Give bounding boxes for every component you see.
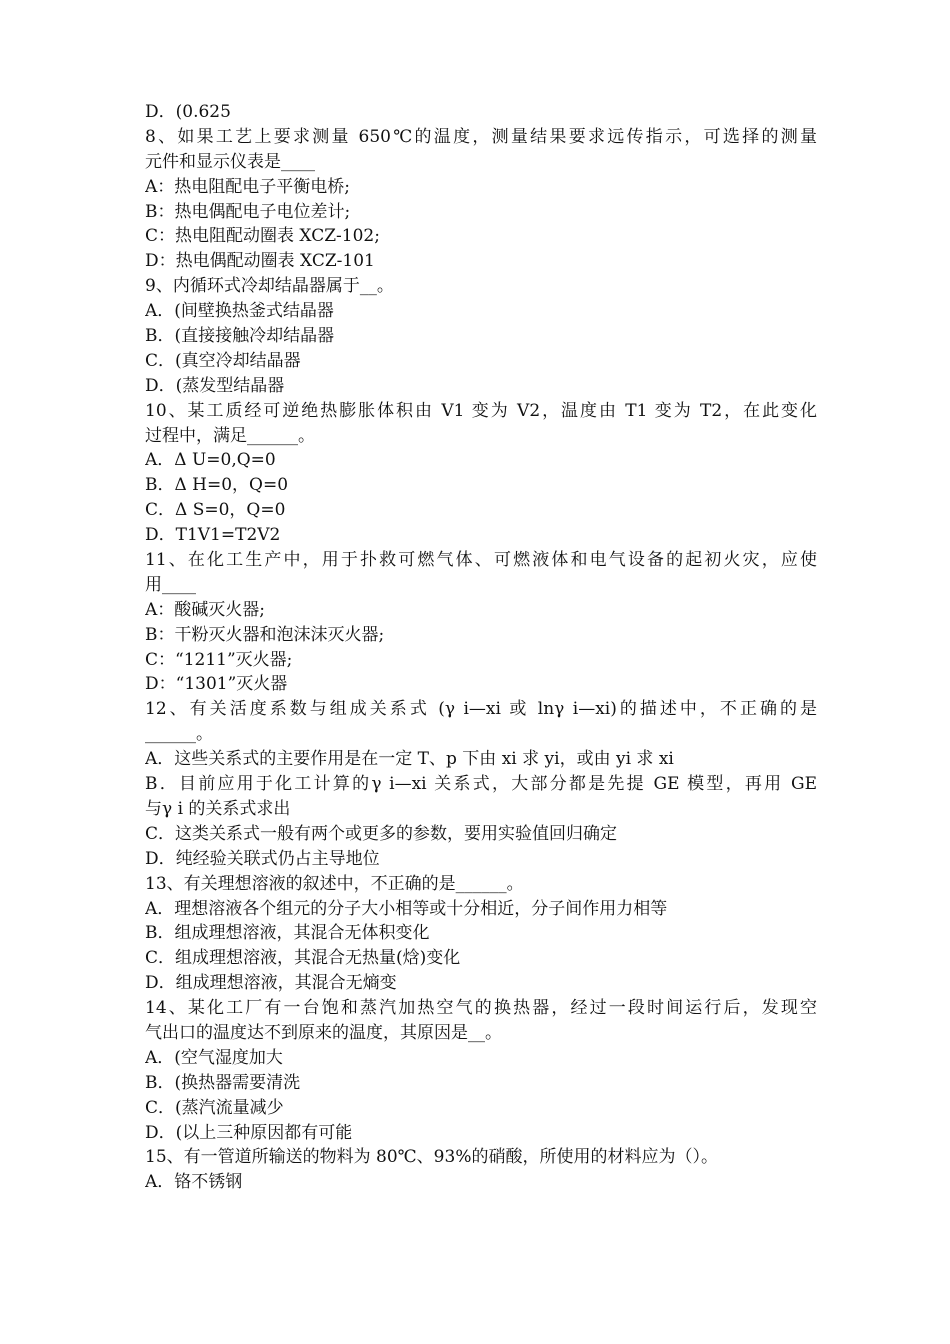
text-line: A．(间壁换热釜式结晶器 xyxy=(145,301,334,322)
text-line: A．(空气湿度加大 xyxy=(145,1047,283,1068)
text-line: A：酸碱灭火器; xyxy=(145,599,266,620)
text-line: B：热电偶配电子电位差计; xyxy=(145,201,351,222)
text-line: C：热电阻配动圈表 XCZ-102; xyxy=(145,226,380,247)
text-line: B：干粉灭火器和泡沫沫灭火器; xyxy=(145,624,385,645)
text-line: 13、有关理想溶液的叙述中，不正确的是______。 xyxy=(145,873,524,894)
text-line: C．组成理想溶液，其混合无热量(焓)变化 xyxy=(145,948,461,969)
text-line: C：“1211”灭火器; xyxy=(145,649,293,670)
text-line: C．(真空冷却结晶器 xyxy=(145,350,301,371)
text-line: B．(换热器需要清洗 xyxy=(145,1072,301,1093)
text-line: B．Δ H=0，Q=0 xyxy=(145,475,289,496)
text-line: D．纯经验关联式仍占主导地位 xyxy=(145,848,380,869)
document-text xyxy=(145,100,817,1195)
text-line: A．铬不锈钢 xyxy=(145,1172,243,1193)
text-line: 9、内循环式冷却结晶器属于__。 xyxy=(145,276,394,297)
text-line: 8、如果工艺上要求测量 650℃的温度，测量结果要求远传指示，可选择的测量 xyxy=(145,126,817,147)
text-line: 12、有关活度系数与组成关系式 (γ i—xi 或 lnγ i—xi)的描述中，不正确的是 xyxy=(145,699,817,720)
text-line: 气出口的温度达不到原来的温度，其原因是__。 xyxy=(145,1022,502,1043)
text-line: 元件和显示仪表是____ xyxy=(145,151,315,172)
text-line: A．这些关系式的主要作用是在一定 T、p 下由 xi 求 yi，或由 yi 求 xi xyxy=(145,749,674,770)
text-line: D．(0.625 xyxy=(145,102,231,122)
text-line: 与γ i 的关系式求出 xyxy=(145,798,291,819)
text-line: 过程中，满足______。 xyxy=(145,425,315,446)
text-line: ______。 xyxy=(145,724,213,745)
text-line: B．组成理想溶液，其混合无体积变化 xyxy=(145,923,430,944)
text-line: D．(蒸发型结晶器 xyxy=(145,375,285,396)
text-line: C．(蒸汽流量减少 xyxy=(145,1097,284,1118)
text-line: D．(以上三种原因都有可能 xyxy=(145,1122,353,1143)
text-line: 10、某工质经可逆绝热膨胀体积由 V1 变为 V2，温度由 T1 变为 T2，在此变化 xyxy=(145,400,817,421)
text-line: A．Δ U=0,Q=0 xyxy=(145,450,276,471)
text-line: 15、有一管道所输送的物料为 80℃、93%的硝酸，所使用的材料应为（）。 xyxy=(145,1147,718,1168)
text-line: 14、某化工厂有一台饱和蒸汽加热空气的换热器，经过一段时间运行后，发现空 xyxy=(145,998,817,1019)
text-line: A．理想溶液各个组元的分子大小相等或十分相近，分子间作用力相等 xyxy=(145,898,668,919)
text-line: B．目前应用于化工计算的γ i—xi 关系式，大部分都是先提 GE 模型，再用 GE xyxy=(145,774,817,795)
text-line: C．Δ S=0，Q=0 xyxy=(145,500,286,521)
text-line: A：热电阻配电子平衡电桥; xyxy=(145,176,351,197)
text-line: 11、在化工生产中，用于扑救可燃气体、可燃液体和电气设备的起初火灾，应使 xyxy=(145,550,817,571)
text-line: D：热电偶配动圈表 XCZ-101 xyxy=(145,251,375,272)
text-line: 用____ xyxy=(145,574,196,595)
text-line: D．T1V1=T2V2 xyxy=(145,525,281,546)
text-line: B．(直接接触冷却结晶器 xyxy=(145,326,335,347)
text-line: C．这类关系式一般有两个或更多的参数，要用实验值回归确定 xyxy=(145,823,618,844)
text-line: D：“1301”灭火器 xyxy=(145,674,288,695)
text-line: D．组成理想溶液，其混合无熵变 xyxy=(145,973,397,994)
